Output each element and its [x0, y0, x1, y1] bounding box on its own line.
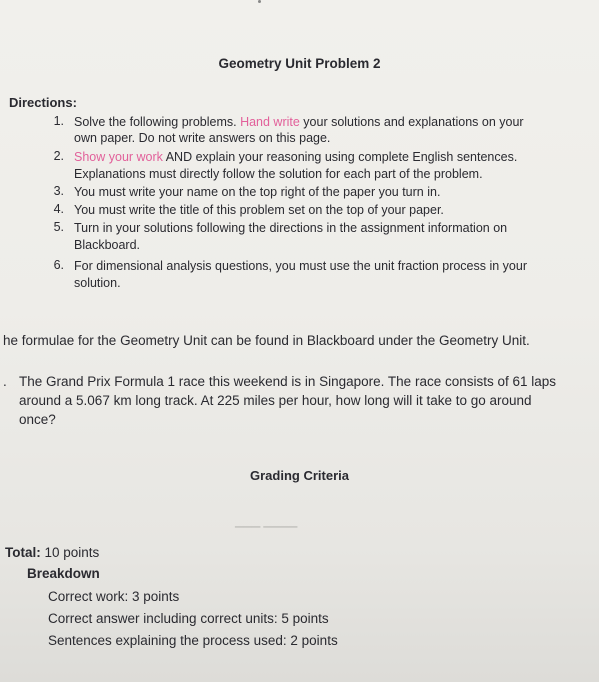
page-title: Geometry Unit Problem 2: [218, 56, 381, 71]
total-points: [5, 545, 99, 560]
direction-number: 6.: [53, 258, 64, 272]
direction-item: Turn in your solutions following the directions in the assignment information on: [74, 221, 508, 235]
show-through-text: ▁▁▁ ▁▁▁▁: [235, 516, 298, 528]
direction-item: You must write your name on the top right of the paper you turn in.: [74, 185, 441, 199]
total-label: Total:: [5, 545, 41, 560]
problem-line: once?: [19, 412, 56, 427]
problem-line: The Grand Prix Formula 1 race this weekend is in Singapore. The race consists of 61 laps: [19, 374, 557, 389]
total-value: 10 points: [40, 545, 100, 560]
direction-item: [74, 149, 517, 166]
criteria-item: Correct work: 3 points: [48, 589, 180, 604]
direction-number: 5.: [53, 220, 64, 234]
problem-line: around a 5.067 km long track. At 225 miles per hour, how long will it take to go around: [19, 393, 532, 408]
direction-continuation: solution.: [74, 276, 121, 290]
direction-item: You must write the title of this problem set on the top of your paper.: [74, 203, 444, 217]
criteria-item: Correct answer including correct units: 5 points: [48, 611, 329, 626]
direction-number: 1.: [53, 114, 64, 128]
bullet-mark: .: [3, 374, 7, 389]
direction-text: Solve the following problems.: [74, 115, 241, 129]
direction-continuation: own paper. Do not write answers on this page.: [74, 131, 331, 145]
direction-number: 4.: [53, 202, 64, 216]
grading-criteria-heading: Grading Criteria: [250, 468, 349, 483]
direction-item: [74, 114, 524, 131]
direction-continuation: Blackboard.: [74, 238, 141, 252]
direction-item: For dimensional analysis questions, you must use the unit fraction process in your: [74, 259, 528, 273]
formulae-note: he formulae for the Geometry Unit can be found in Blackboard under the Geometry Unit.: [3, 333, 530, 348]
direction-number: 2.: [53, 149, 64, 163]
direction-continuation: Explanations must directly follow the solution for each part of the problem.: [74, 167, 483, 181]
direction-number: 3.: [53, 184, 64, 198]
criteria-item: Sentences explaining the process used: 2 points: [48, 633, 338, 648]
directions-label: Directions:: [9, 95, 77, 110]
direction-text: AND explain your reasoning using complete English sentences.: [162, 150, 518, 164]
emphasis-text: Show your work: [74, 150, 163, 164]
breakdown-label: Breakdown: [27, 566, 100, 581]
emphasis-text: Hand write: [240, 115, 300, 129]
direction-text: your solutions and explanations on your: [299, 115, 524, 129]
pen-dot: [258, 0, 261, 3]
